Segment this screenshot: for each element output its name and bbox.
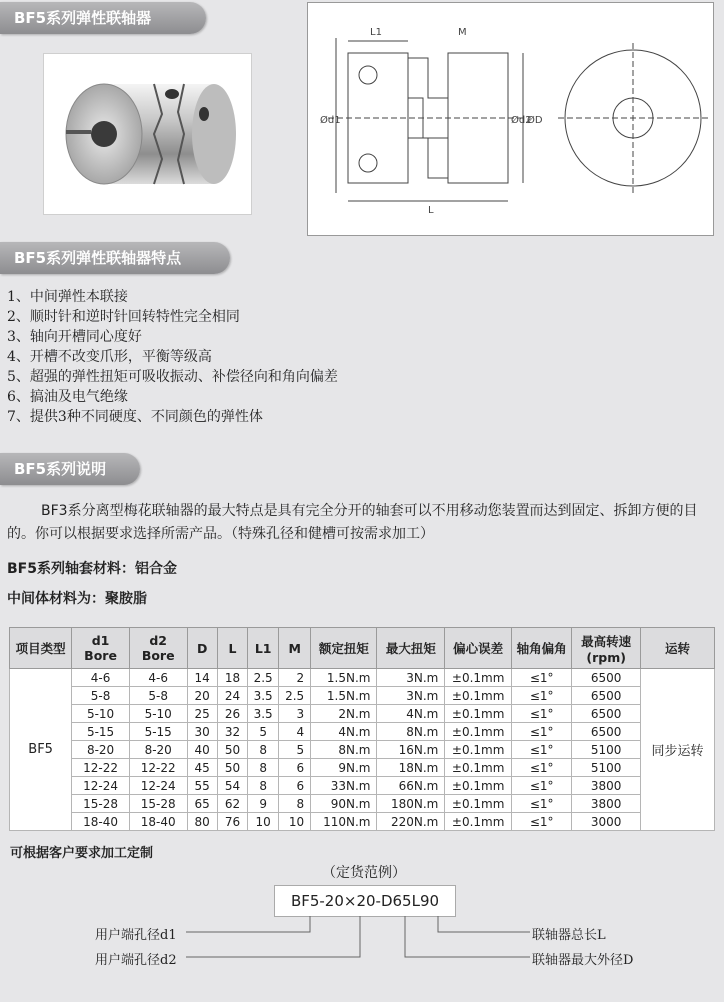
- table-cell: 62: [217, 795, 247, 813]
- table-cell: 5-15: [72, 723, 130, 741]
- table-cell: 6500: [572, 705, 641, 723]
- table-cell: 18N.m: [377, 759, 445, 777]
- table-cell: ≤1°: [511, 795, 571, 813]
- table-header-cell: M: [279, 628, 311, 669]
- table-header-cell: 额定扭矩: [311, 628, 377, 669]
- table-cell: ±0.1mm: [445, 705, 512, 723]
- table-cell: 5100: [572, 741, 641, 759]
- table-header-cell: 最大扭矩: [377, 628, 445, 669]
- table-cell: 9: [248, 795, 279, 813]
- table-cell: 14: [187, 669, 217, 687]
- table-cell: 12-24: [129, 777, 187, 795]
- table-cell: 5-10: [129, 705, 187, 723]
- label-bore-d1: 用户端孔径d1: [95, 928, 177, 943]
- table-cell: 25: [187, 705, 217, 723]
- feature-item: 4、开槽不改变爪形，平衡等级高: [7, 349, 212, 365]
- table-header-cell: 轴角偏角: [511, 628, 571, 669]
- dim-L1-label: L1: [370, 27, 382, 38]
- table-cell: ≤1°: [511, 669, 571, 687]
- table-cell: 1.5N.m: [311, 669, 377, 687]
- table-cell: 12-24: [72, 777, 130, 795]
- type-cell: BF5: [10, 669, 72, 831]
- table-cell: 8: [248, 759, 279, 777]
- table-cell: 6: [279, 777, 311, 795]
- table-cell: 45: [187, 759, 217, 777]
- table-cell: 5: [279, 741, 311, 759]
- table-cell: 3.5: [248, 705, 279, 723]
- table-cell: ≤1°: [511, 813, 571, 831]
- middle-material: 中间体材料为：聚胺脂: [7, 591, 147, 607]
- table-cell: 6: [279, 759, 311, 777]
- operation-cell: 同步运转: [640, 669, 714, 831]
- table-header-cell: d2 Bore: [129, 628, 187, 669]
- table-header-cell: 项目类型: [10, 628, 72, 669]
- table-cell: 20: [187, 687, 217, 705]
- table-cell: ≤1°: [511, 741, 571, 759]
- table-cell: 40: [187, 741, 217, 759]
- features-title: BF5系列弹性联轴器特点: [0, 242, 230, 274]
- table-cell: 5-8: [72, 687, 130, 705]
- feature-item: 1、中间弹性本联接: [7, 289, 128, 305]
- table-cell: 33N.m: [311, 777, 377, 795]
- table-cell: 18-40: [72, 813, 130, 831]
- dim-d2-label: Ød2: [511, 115, 532, 126]
- table-cell: 2: [279, 669, 311, 687]
- table-cell: 66N.m: [377, 777, 445, 795]
- table-cell: ±0.1mm: [445, 813, 512, 831]
- label-diameter-D: 联轴器最大外径D: [532, 953, 634, 968]
- table-cell: 30: [187, 723, 217, 741]
- table-cell: 55: [187, 777, 217, 795]
- feature-item: 7、提供3种不同硬度、不同颜色的弹性体: [7, 409, 263, 425]
- table-cell: 8: [248, 741, 279, 759]
- table-cell: ≤1°: [511, 705, 571, 723]
- table-header-cell: 运转: [640, 628, 714, 669]
- table-cell: 8-20: [72, 741, 130, 759]
- sleeve-material: BF5系列轴套材料：铝合金: [7, 561, 177, 577]
- dim-d1-label: Ød1: [320, 115, 341, 126]
- table-cell: 50: [217, 741, 247, 759]
- table-cell: 3800: [572, 795, 641, 813]
- description-title: BF5系列说明: [0, 453, 140, 485]
- table-cell: 50: [217, 759, 247, 777]
- table-cell: 26: [217, 705, 247, 723]
- dim-D-label: ØD: [527, 115, 543, 126]
- table-cell: 3N.m: [377, 687, 445, 705]
- table-cell: 2.5: [279, 687, 311, 705]
- label-bore-d2: 用户端孔径d2: [95, 953, 177, 968]
- table-cell: 8: [248, 777, 279, 795]
- table-cell: ±0.1mm: [445, 777, 512, 795]
- table-cell: 6500: [572, 687, 641, 705]
- table-cell: 10: [248, 813, 279, 831]
- feature-item: 2、顺时针和逆时针回转特性完全相同: [7, 309, 240, 325]
- table-cell: 2.5: [248, 669, 279, 687]
- table-cell: 5-15: [129, 723, 187, 741]
- table-cell: 8N.m: [311, 741, 377, 759]
- table-cell: 9N.m: [311, 759, 377, 777]
- table-header-cell: 最高转速 (rpm): [572, 628, 641, 669]
- table-cell: ≤1°: [511, 759, 571, 777]
- section-title: BF5系列弹性联轴器: [0, 2, 206, 34]
- table-cell: ≤1°: [511, 723, 571, 741]
- table-cell: 6500: [572, 669, 641, 687]
- table-cell: 90N.m: [311, 795, 377, 813]
- table-cell: 15-28: [72, 795, 130, 813]
- order-example-title: （定货范例）: [322, 865, 406, 881]
- table-header-cell: D: [187, 628, 217, 669]
- table-cell: 5-10: [72, 705, 130, 723]
- table-cell: 4N.m: [311, 723, 377, 741]
- table-cell: 10: [279, 813, 311, 831]
- table-cell: 5: [248, 723, 279, 741]
- table-cell: 5-8: [129, 687, 187, 705]
- table-cell: 3800: [572, 777, 641, 795]
- table-cell: 32: [217, 723, 247, 741]
- table-cell: 4N.m: [377, 705, 445, 723]
- custom-note: 可根据客户要求加工定制: [10, 846, 154, 861]
- order-example-code: BF5-20×20-D65L90: [274, 885, 456, 917]
- table-cell: 12-22: [129, 759, 187, 777]
- table-cell: 8: [279, 795, 311, 813]
- table-cell: ±0.1mm: [445, 741, 512, 759]
- table-cell: 80: [187, 813, 217, 831]
- table-cell: 3N.m: [377, 669, 445, 687]
- table-cell: 16N.m: [377, 741, 445, 759]
- table-cell: 18: [217, 669, 247, 687]
- table-cell: 2N.m: [311, 705, 377, 723]
- table-cell: 4-6: [72, 669, 130, 687]
- dim-M-label: M: [458, 27, 467, 38]
- table-cell: 180N.m: [377, 795, 445, 813]
- table-cell: 1.5N.m: [311, 687, 377, 705]
- table-cell: 15-28: [129, 795, 187, 813]
- table-cell: ±0.1mm: [445, 723, 512, 741]
- label-length-L: 联轴器总长L: [532, 928, 606, 943]
- feature-item: 6、搞油及电气绝缘: [7, 389, 128, 405]
- table-cell: 3.5: [248, 687, 279, 705]
- table-header-cell: L1: [248, 628, 279, 669]
- table-cell: ±0.1mm: [445, 669, 512, 687]
- table-cell: 3: [279, 705, 311, 723]
- table-cell: ±0.1mm: [445, 795, 512, 813]
- table-cell: ≤1°: [511, 687, 571, 705]
- table-cell: 220N.m: [377, 813, 445, 831]
- feature-item: 3、轴向开槽同心度好: [7, 329, 142, 345]
- table-cell: 6500: [572, 723, 641, 741]
- table-header-cell: L: [217, 628, 247, 669]
- feature-item: 5、超强的弹性扭矩可吸收振动、补偿径向和角向偏差: [7, 369, 338, 385]
- table-cell: ±0.1mm: [445, 759, 512, 777]
- table-cell: 110N.m: [311, 813, 377, 831]
- table-cell: 3000: [572, 813, 641, 831]
- table-cell: 54: [217, 777, 247, 795]
- table-cell: 76: [217, 813, 247, 831]
- dim-L-label: L: [428, 205, 434, 216]
- table-cell: ≤1°: [511, 777, 571, 795]
- table-cell: ±0.1mm: [445, 687, 512, 705]
- table-cell: 8N.m: [377, 723, 445, 741]
- table-cell: 4-6: [129, 669, 187, 687]
- description-text: BF3系分离型梅花联轴器的最大特点是具有完全分开的轴套可以不用移动您装置而达到固定、拆卸方便的目的。你可以根据要求选择所需产品。（特殊孔径和健槽可按需求加工）: [7, 503, 698, 542]
- table-cell: 65: [187, 795, 217, 813]
- table-cell: 12-22: [72, 759, 130, 777]
- table-cell: 24: [217, 687, 247, 705]
- table-cell: 4: [279, 723, 311, 741]
- table-cell: 8-20: [129, 741, 187, 759]
- table-cell: 5100: [572, 759, 641, 777]
- table-header-cell: d1 Bore: [72, 628, 130, 669]
- table-cell: 18-40: [129, 813, 187, 831]
- table-header-cell: 偏心误差: [445, 628, 512, 669]
